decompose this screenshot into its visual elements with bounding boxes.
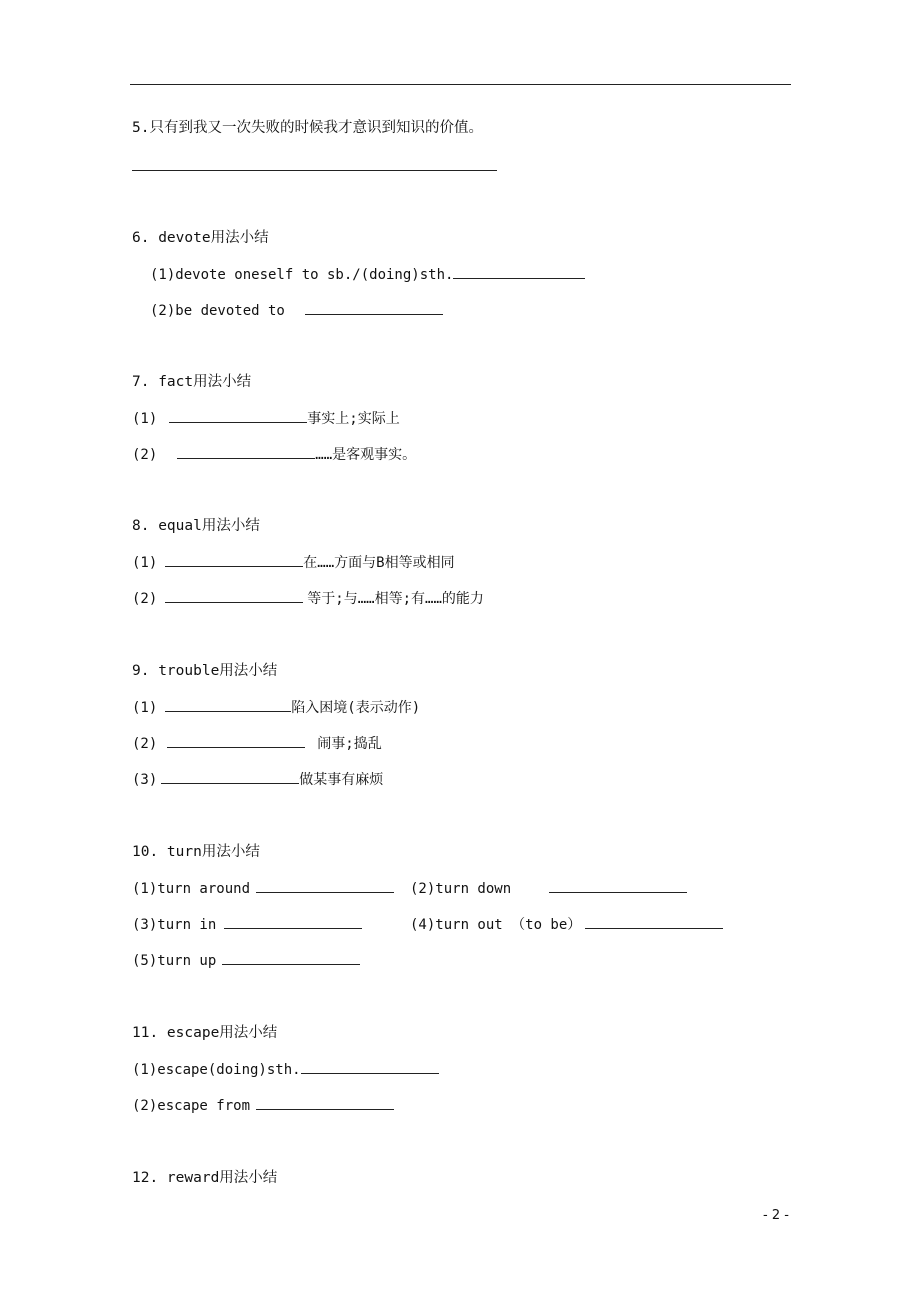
q10-item-3-text: (3)turn in: [132, 917, 217, 933]
q10-item-5-blank[interactable]: [222, 950, 360, 965]
q7-item-1-num: (1): [132, 411, 158, 427]
q10-item-3-blank[interactable]: [224, 914, 362, 929]
q6-item-1-blank[interactable]: [453, 264, 585, 279]
q12-title: 12. reward用法小结: [132, 1170, 278, 1186]
q10-item-4: [410, 914, 723, 935]
q6-item-2: [150, 300, 443, 321]
q11-title: 11. escape用法小结: [132, 1025, 278, 1041]
q9-item-2-num: (2): [132, 736, 158, 752]
q9-item-2: [132, 733, 382, 754]
q6-item-2-text: (2)be devoted to: [150, 303, 285, 319]
q9-item-3-meaning: 做某事有麻烦: [299, 772, 384, 788]
q8-item-2-blank[interactable]: [165, 588, 303, 603]
q8-item-1: [132, 552, 455, 573]
q10-item-1: [132, 878, 394, 899]
q9-item-3: [132, 769, 383, 790]
q10-item-5-text: (5)turn up: [132, 953, 217, 969]
q10-item-2-blank[interactable]: [549, 878, 687, 893]
q7-item-2-meaning: ……是客观事实。: [315, 447, 417, 463]
q9-item-3-num: (3): [132, 772, 158, 788]
q9-item-3-blank[interactable]: [161, 769, 299, 784]
q7-item-2: [132, 444, 416, 465]
q11-item-2-text: (2)escape from: [132, 1098, 251, 1114]
q10-item-5: [132, 950, 360, 971]
q9-title: 9. trouble用法小结: [132, 663, 278, 679]
header-rule: [130, 84, 791, 85]
q6-item-1-text: (1)devote oneself to sb./(doing)sth.: [150, 267, 454, 283]
q9-item-1: [132, 697, 420, 718]
q6-item-2-blank[interactable]: [305, 300, 443, 315]
q11-item-1: [132, 1059, 439, 1080]
q10-item-1-blank[interactable]: [256, 878, 394, 893]
q10-item-2: [410, 878, 687, 899]
q9-item-1-blank[interactable]: [165, 697, 291, 712]
q7-item-2-blank[interactable]: [177, 444, 315, 459]
q10-title: 10. turn用法小结: [132, 844, 260, 860]
q10-item-4-blank[interactable]: [585, 914, 723, 929]
q11-item-1-text: (1)escape(doing)sth.: [132, 1062, 301, 1078]
q9-item-2-meaning: 闹事;捣乱: [317, 736, 382, 752]
q10-item-1-text: (1)turn around: [132, 881, 251, 897]
q11-item-2: [132, 1095, 394, 1116]
q8-item-1-num: (1): [132, 555, 158, 571]
q5-title: 5.只有到我又一次失败的时候我才意识到知识的价值。: [132, 120, 483, 136]
q7-item-1: [132, 408, 400, 429]
q9-item-1-num: (1): [132, 700, 158, 716]
q8-item-2-num: (2): [132, 591, 158, 607]
q9-item-1-meaning: 陷入困境(表示动作): [291, 700, 421, 716]
q10-item-2-text: (2)turn down: [410, 881, 512, 897]
q8-item-1-blank[interactable]: [165, 552, 303, 567]
q9-item-2-blank[interactable]: [167, 733, 305, 748]
q7-item-1-blank[interactable]: [169, 408, 307, 423]
q8-title: 8. equal用法小结: [132, 518, 260, 534]
q7-item-2-num: (2): [132, 447, 158, 463]
q11-item-1-blank[interactable]: [301, 1059, 439, 1074]
q8-item-2-meaning: 等于;与……相等;有……的能力: [307, 591, 484, 607]
page-number: - 2 -: [763, 1208, 789, 1223]
q8-item-1-meaning: 在……方面与B相等或相同: [303, 555, 455, 571]
q5-answer-blank[interactable]: [132, 170, 497, 171]
q6-title: 6. devote用法小结: [132, 230, 269, 246]
q7-title: 7. fact用法小结: [132, 374, 252, 390]
q10-item-4-text: (4)turn out （to be）: [410, 917, 582, 933]
q7-item-1-meaning: 事实上;实际上: [307, 411, 400, 427]
q10-item-3: [132, 914, 362, 935]
q8-item-2: [132, 588, 484, 609]
q11-item-2-blank[interactable]: [256, 1095, 394, 1110]
q6-item-1: [150, 264, 585, 285]
